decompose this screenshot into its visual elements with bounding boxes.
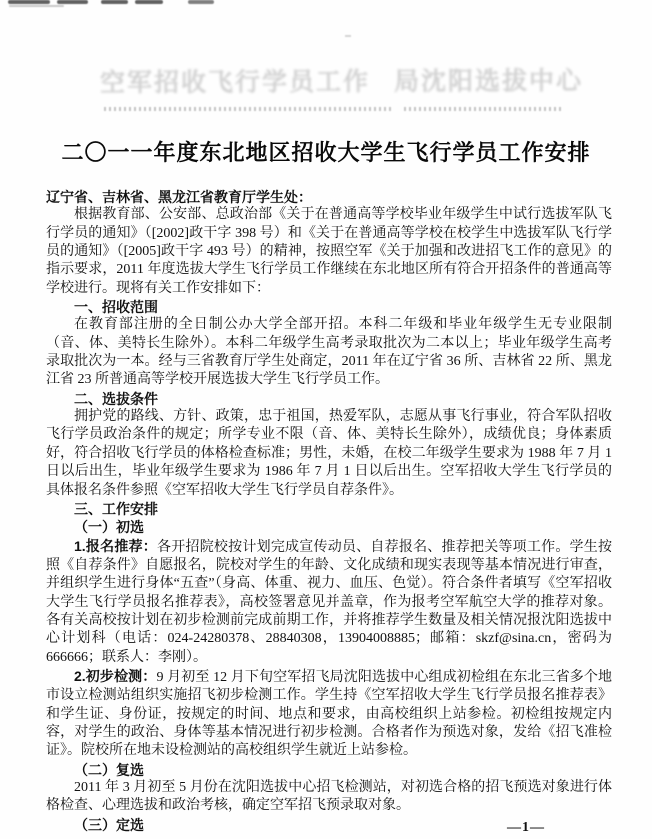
heading-recruit-scope: 一、招收范围 xyxy=(74,299,158,316)
paragraph-body-text: 9 月初至 12 月下旬空军招飞局沈阳选拔中心组成初检组在东北三省多个地市设立检测站组织实施招飞初步检测工作。学生持《空军招收大学生飞行学员报名推荐表》和学生证、身份证，按规定的时间、地点和要求，由高校组织上站参检。初检组按规定内容，对学生的政治、身体等基本情况进行初步检测。合格者作为预选对象，发给《招飞准检证》。院校所在地未设检测站的高校组织学生就近上站参检。 xyxy=(46,669,612,759)
illegible-micro-text-line xyxy=(404,107,562,111)
subheading-initial-selection: （一）初选 xyxy=(74,519,144,536)
document-title: 二〇一一年度东北地区招收大学生飞行学员工作安排 xyxy=(61,140,591,165)
subheading-reselection: （二）复选 xyxy=(74,761,144,778)
ghost-stamp-text-right: 局沈阳选拔中心 xyxy=(393,66,584,96)
scan-smudge-mark xyxy=(135,0,163,4)
paragraph-body-text: 各开招院校按计划完成宣传动员、自荐报名、推荐把关等项工作。学生按照《自荐条件》自愿报名，院校对学生的年龄、文化成绩和现实表现等基本情况进行审查，并组织学生进行身体“五查”（身高、体重、视力、血压、色觉）。符合条件者填写《空军招收大学生飞行学员报名推荐表》，高校签署意见并盖章，作为报考空军航空大学的推荐对象。各有关高校按计划在初步检测前完成前期工作，并将推荐学生数量及相关情况报沈阳选拔中心计划科（电话：024-24280378、28840308，13904008885；邮箱：skzf@sina.cn，密码为 666666；联系人：李刚）。 xyxy=(46,539,612,665)
salutation-line: 辽宁省、吉林省、黑龙江省教育厅学生处： xyxy=(46,189,312,205)
scan-smudge-mark xyxy=(8,0,50,4)
paragraph-lead-label: 1.报名推荐： xyxy=(74,537,158,554)
scan-smudge-mark xyxy=(188,0,214,4)
ghost-stamp-text-left: 空军招收飞行学员工作 xyxy=(99,67,371,98)
subheading-final-selection: （三）定选 xyxy=(74,816,144,833)
document-body xyxy=(46,188,612,834)
ghost-stamp-header xyxy=(100,61,582,99)
paragraph-selection-criteria: 拥护党的路线、方针、政策，忠于祖国，热爱军队，志愿从事飞行事业，符合军队招收飞行学员政治条件的规定；所学专业不限（音、体、美特长生除外），成绩优良；身体素质好，符合招收飞行学员的体格检查标准；男性，未婚，在校二年级学生要求为 1988 年 7 月 1 日以后出生，毕业年级学生要求为 1986 年 7 月 1 日以后出生。空军招收大学生飞行学员的具体报名条件参照《空军招收大学生飞行学员自荐条件》。 xyxy=(46,409,612,498)
paragraph-intro: 根据教育部、公安部、总政治部《关于在普通高等学校毕业年级学生中试行选拔军队飞行学员的通知》（[2002]政干字 398 号）和《关于在普通高等学校在校学生中选拔军队飞行学员的通知》（[2005]政干字 493 号）的精神，按照空军《关于加强和改进招飞工作的意见》的指示要求，2011 年度选拔大学生飞行学员工作继续在东北地区所有符合开招条件的普通高等学校进行。现将有关工作安排如下： xyxy=(46,207,612,296)
paragraph-registration-recommendation xyxy=(46,537,612,667)
scan-smudge-mark xyxy=(9,5,64,7)
paragraph-recruit-scope: 在教育部注册的全日制公办大学全部开招。本科二年级和毕业年级学生无专业限制（音、体、美特长生除外）。本科二年级学生高考录取批次为二本以上；毕业年级学生高考录取批次为一本。经与三省教育厅学生处商定，2011 年在辽宁省 36 所、吉林省 22 所、黑龙江省 23 所普通高等学校开展选拔大学生飞行学员工作。 xyxy=(46,317,612,388)
heading-selection-criteria: 二、选拔条件 xyxy=(74,390,158,407)
heading-work-arrangement: 三、工作安排 xyxy=(74,500,158,517)
paragraph-reselection: 2011 年 3 月初至 5 月份在沈阳选拔中心招飞检测站，对初选合格的招飞预选对象进行体格检查、心理选拔和政治考核，确定空军招飞预录取对象。 xyxy=(46,780,612,814)
paragraph-preliminary-testing xyxy=(46,667,612,761)
scan-speck xyxy=(345,35,351,37)
illegible-micro-text-line xyxy=(104,107,392,111)
scan-smudge-mark xyxy=(101,0,128,4)
paragraph-lead-label: 2.初步检测： xyxy=(74,667,157,684)
scan-smudge-mark xyxy=(57,0,88,4)
page-number: —1— xyxy=(507,820,545,835)
